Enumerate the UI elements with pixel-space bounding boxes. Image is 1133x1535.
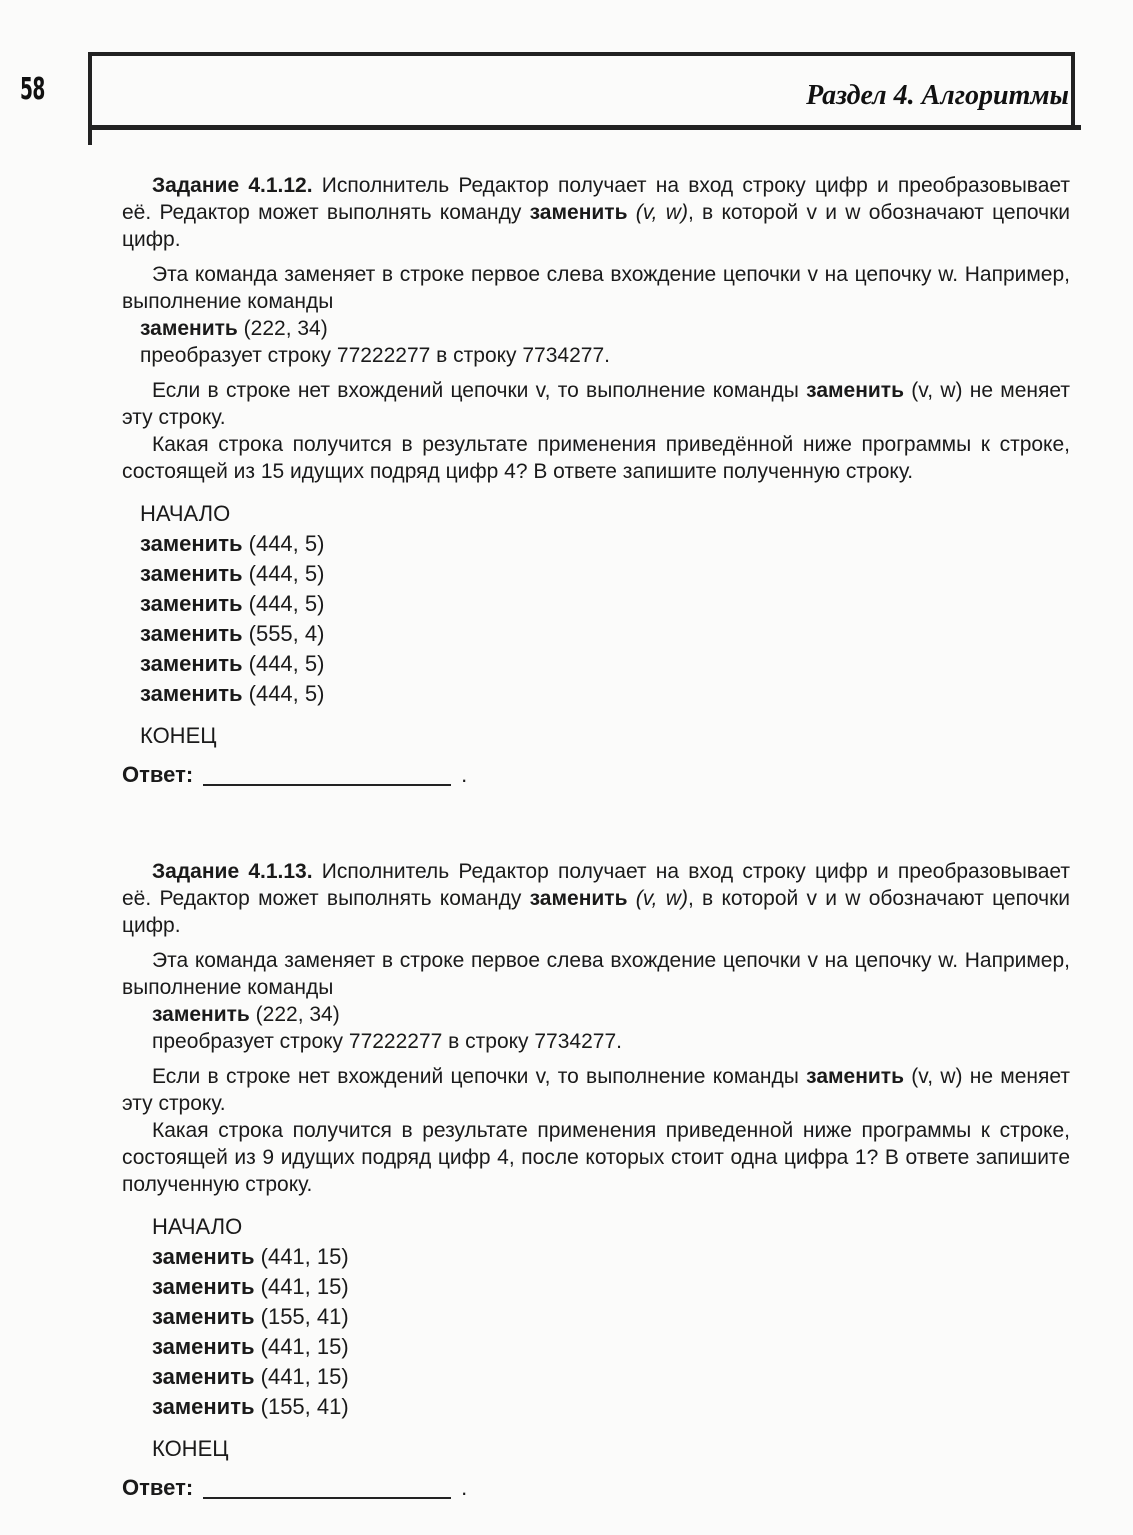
example-args: (222, 34) <box>237 317 328 340</box>
example-result: преобразует строку 77222277 в строку 7734277. <box>140 344 610 367</box>
cmd-word: заменить <box>529 201 628 224</box>
intro-text: Исполнитель Редактор получает на вход строку цифр и преобразовывает её. Редактор может выполнять команду <box>122 860 1071 910</box>
task-question: Какая строка получится в результате применения приведенной ниже программы к строке, состоящей из 9 идущих подряд цифр 4, после которых стоит одна цифра 1? В ответе запишите полученную строку. <box>122 1119 1070 1196</box>
answer-blank[interactable] <box>203 1497 451 1499</box>
task-4-1-13 <box>122 858 1070 1501</box>
no-match-rule <box>122 1063 1070 1117</box>
task-question: Какая строка получится в результате применения приведённой ниже программы к строке, состоящей из 15 идущих подряд цифр 4? В ответе запишите полученную строку. <box>122 433 1070 483</box>
no-match-start: Если в строке нет вхождений цепочки v, то выполнение команды <box>152 1065 807 1088</box>
program-line: заменить (155, 41) <box>152 1304 349 1329</box>
task-title: Задание 4.1.12. <box>152 174 313 197</box>
program-line: заменить (441, 15) <box>152 1334 349 1359</box>
no-match-end: (v, w) не меняет эту строку. <box>122 379 1070 429</box>
program-line: заменить (441, 15) <box>152 1274 349 1299</box>
example-cmd-word: заменить <box>152 1003 250 1026</box>
program-line: заменить (444, 5) <box>140 681 325 706</box>
program-line: заменить (441, 15) <box>152 1364 349 1389</box>
answer-dot: . <box>461 1475 468 1500</box>
program-line: заменить (444, 5) <box>140 561 325 586</box>
program-line: заменить (441, 15) <box>152 1244 349 1269</box>
program-line: заменить (444, 5) <box>140 651 325 676</box>
program <box>152 1212 1070 1464</box>
intro-text: Исполнитель Редактор получает на вход строку цифр и преобразовывает её. Редактор может выполнять команду <box>122 174 1071 224</box>
no-match-cmd: заменить <box>806 379 904 402</box>
program-end: КОНЕЦ <box>140 723 217 748</box>
task-desc: Эта команда заменяет в строке первое слева вхождение цепочки v на цепочку w. Например, выполнение команды <box>122 949 1070 999</box>
program <box>140 499 1070 751</box>
task-4-1-12 <box>122 172 1070 788</box>
section-title: Раздел 4. Алгоритмы <box>806 80 1069 111</box>
program-line: заменить (444, 5) <box>140 531 325 556</box>
program-begin: НАЧАЛО <box>140 501 231 526</box>
task-intro <box>122 172 1070 253</box>
header-tick <box>88 125 92 145</box>
example-command <box>122 1001 1070 1028</box>
program-line: заменить (444, 5) <box>140 591 325 616</box>
no-match-rule <box>122 377 1070 431</box>
example-result: преобразует строку 77222277 в строку 7734277. <box>152 1030 622 1053</box>
program-line: заменить (155, 41) <box>152 1394 349 1419</box>
answer-label: Ответ: <box>122 762 194 787</box>
cmd-word: заменить <box>529 887 628 910</box>
example-cmd-word: заменить <box>140 317 238 340</box>
example-args: (222, 34) <box>249 1003 340 1026</box>
answer-row <box>122 761 1070 788</box>
answer-blank[interactable] <box>203 784 451 786</box>
program-end: КОНЕЦ <box>152 1436 229 1461</box>
answer-label: Ответ: <box>122 1475 194 1500</box>
program-line: заменить (555, 4) <box>140 621 325 646</box>
intro-end: , в которой v и w обозначают цепочки цифр. <box>122 201 1071 251</box>
task-intro <box>122 858 1070 939</box>
no-match-cmd: заменить <box>806 1065 904 1088</box>
cmd-args: (v, w) <box>627 887 688 910</box>
page-number: 58 <box>20 72 45 107</box>
task-title: Задание 4.1.13. <box>152 860 313 883</box>
program-begin: НАЧАЛО <box>152 1214 243 1239</box>
answer-dot: . <box>461 762 468 787</box>
no-match-start: Если в строке нет вхождений цепочки v, то выполнение команды <box>152 379 807 402</box>
answer-row <box>122 1474 1070 1501</box>
cmd-args: (v, w) <box>627 201 688 224</box>
example-command <box>122 315 1070 342</box>
intro-end: , в которой v и w обозначают цепочки цифр. <box>122 887 1071 937</box>
header-rule <box>88 125 1081 130</box>
task-desc: Эта команда заменяет в строке первое слева вхождение цепочки v на цепочку w. Например, выполнение команды <box>122 263 1070 313</box>
no-match-end: (v, w) не меняет эту строку. <box>122 1065 1070 1115</box>
